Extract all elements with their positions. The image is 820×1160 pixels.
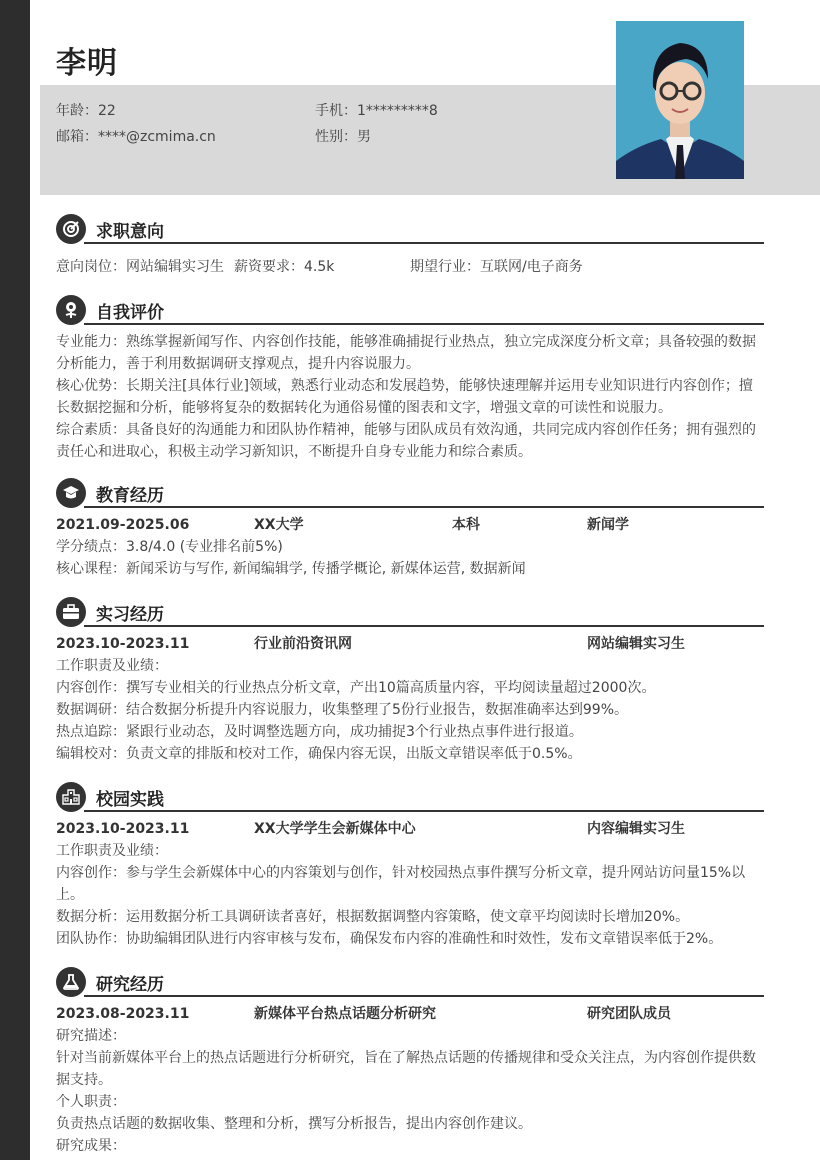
target-icon	[56, 214, 86, 244]
gender: 性别：男	[315, 129, 371, 145]
edu-major: 新闻学	[587, 517, 629, 533]
school-building-icon	[56, 782, 86, 812]
campus-role: 内容编辑实习生	[587, 821, 685, 837]
campus-line: 团队协作：协助编辑团队进行内容审核与发布，确保发布内容的准确性和时效性，发布文章错误率低于2%。	[56, 931, 723, 947]
section-divider	[84, 625, 764, 627]
intern-role: 网站编辑实习生	[587, 636, 685, 652]
graduation-cap-icon	[56, 478, 86, 508]
section-title: 校园实践	[96, 790, 164, 810]
intern-org: 行业前沿资讯网	[254, 636, 352, 652]
section-title: 自我评价	[96, 303, 164, 323]
section-divider	[84, 810, 764, 812]
email: 邮箱：****@zcmima.cn	[56, 129, 216, 145]
left-sidebar-bar	[0, 0, 30, 1160]
campus-org: XX大学学生会新媒体中心	[254, 821, 416, 837]
section-title: 教育经历	[96, 486, 164, 506]
campus-line: 工作职责及业绩：	[56, 843, 168, 859]
intern-line: 热点追踪：紧跟行业动态，及时调整选题方向，成功捕捉3个行业热点事件进行报道。	[56, 724, 583, 740]
intent-industry: 期望行业：互联网/电子商务	[410, 259, 583, 275]
section-divider	[84, 995, 764, 997]
section-campus-practice	[56, 782, 764, 950]
research-line: 据支持。	[56, 1072, 112, 1088]
candidate-name: 李明	[56, 46, 118, 81]
intern-line: 工作职责及业绩：	[56, 658, 168, 674]
self-eval-line: 专业能力：熟练掌握新闻写作、内容创作技能，能够准确捕捉行业热点，独立完成深度分析文章；具备较强的数据	[56, 334, 756, 350]
section-research	[56, 967, 764, 1157]
self-eval-line: 综合素质：具备良好的沟通能力和团队协作精神，能够与团队成员有效沟通，共同完成内容创作任务；拥有强烈的	[56, 422, 756, 438]
self-eval-line: 分析能力，善于利用数据调研支撑观点，提升内容说服力。	[56, 356, 420, 372]
research-role: 研究团队成员	[587, 1006, 671, 1022]
research-period: 2023.08-2023.11	[56, 1006, 190, 1022]
section-self-evaluation	[56, 295, 764, 463]
flower-icon	[56, 295, 86, 325]
self-eval-line: 责任心和进取心，积极主动学习新知识，不断提升自身专业能力和综合素质。	[56, 444, 532, 460]
campus-period: 2023.10-2023.11	[56, 821, 190, 837]
intern-line: 数据调研：结合数据分析提升内容说服力，收集整理了5份行业报告，数据准确率达到99%。	[56, 702, 629, 718]
research-line: 研究成果：	[56, 1138, 126, 1154]
research-line: 针对当前新媒体平台上的热点话题进行分析研究，旨在了解热点话题的传播规律和受众关注点，为内容创作提供数	[56, 1050, 756, 1066]
intent-salary: 薪资要求：4.5k	[234, 259, 335, 275]
research-line: 个人职责：	[56, 1094, 126, 1110]
research-line: 研究描述：	[56, 1028, 126, 1044]
campus-line: 数据分析：运用数据分析工具调研读者喜好，根据数据调整内容策略，使文章平均阅读时长增加20%。	[56, 909, 690, 925]
campus-line: 内容创作：参与学生会新媒体中心的内容策划与创作，针对校园热点事件撰写分析文章，提升网站访问量15%以	[56, 865, 746, 881]
edu-line: 核心课程：新闻采访与写作, 新闻编辑学, 传播学概论, 新媒体运营, 数据新闻	[56, 561, 526, 577]
campus-line: 上。	[56, 887, 84, 903]
intent-position: 意向岗位：网站编辑实习生	[56, 259, 224, 275]
edu-period: 2021.09-2025.06	[56, 517, 190, 533]
edu-school: XX大学	[254, 517, 304, 533]
section-education	[56, 478, 764, 580]
intern-line: 编辑校对：负责文章的排版和校对工作，确保内容无误，出版文章错误率低于0.5%。	[56, 746, 582, 762]
edu-line: 学分绩点：3.8/4.0 (专业排名前5%)	[56, 539, 283, 555]
self-eval-line: 长数据挖掘和分析，能够将复杂的数据转化为通俗易懂的图表和文字，增强文章的可读性和说服力。	[56, 400, 672, 416]
section-divider	[84, 323, 764, 325]
section-internship	[56, 597, 764, 765]
section-title: 实习经历	[96, 605, 164, 625]
section-title: 求职意向	[96, 222, 164, 242]
section-divider	[84, 242, 764, 244]
research-org: 新媒体平台热点话题分析研究	[254, 1006, 436, 1022]
briefcase-icon	[56, 597, 86, 627]
flask-icon	[56, 967, 86, 997]
edu-degree: 本科	[452, 517, 480, 533]
section-divider	[84, 506, 764, 508]
profile-photo	[616, 21, 744, 179]
intern-line: 内容创作：撰写专业相关的行业热点分析文章，产出10篇高质量内容，平均阅读量超过2000次。	[56, 680, 656, 696]
section-job-intent	[56, 214, 764, 278]
self-eval-line: 核心优势：长期关注[具体行业]领域，熟悉行业动态和发展趋势，能够快速理解并运用专业知识进行内容创作；擅	[56, 378, 753, 394]
research-line: 负责热点话题的数据收集、整理和分析，撰写分析报告，提出内容创作建议。	[56, 1116, 532, 1132]
phone: 手机：1*********8	[315, 103, 438, 119]
intern-period: 2023.10-2023.11	[56, 636, 190, 652]
section-title: 研究经历	[96, 975, 164, 995]
age: 年龄：22	[56, 103, 116, 119]
